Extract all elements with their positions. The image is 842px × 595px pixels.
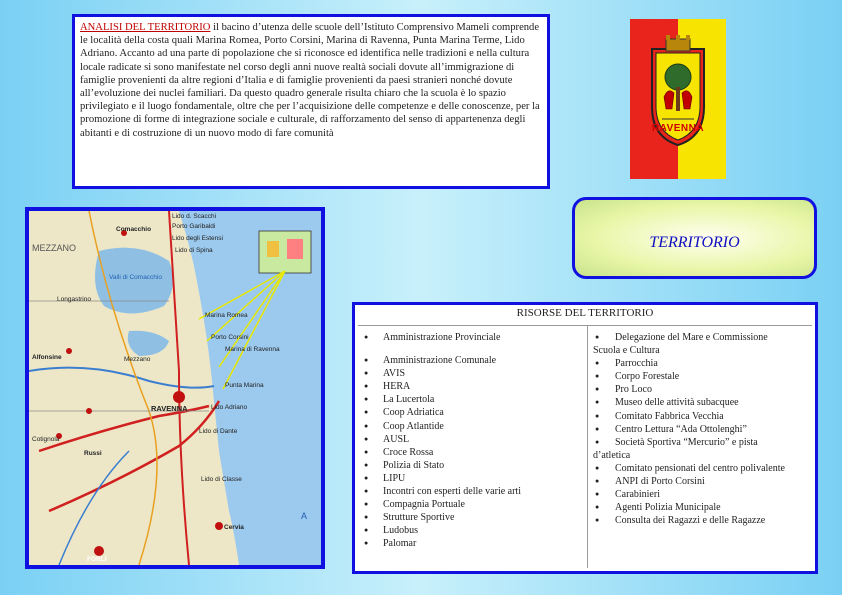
intro-text-box bbox=[72, 14, 550, 189]
list-item: ● ANPI di Porto Corsini bbox=[593, 475, 818, 488]
resources-title: RISORSE DEL TERRITORIO bbox=[516, 307, 654, 319]
map-label-mezzano-town: Mezzano bbox=[124, 356, 151, 363]
list-item: ● La Lucertola bbox=[359, 393, 521, 406]
intro-title: ANALISI DEL TERRITORIO bbox=[80, 22, 211, 33]
table-divider-horizontal bbox=[358, 325, 812, 326]
list-item: ● Comitato Fabbrica Vecchia bbox=[593, 410, 818, 423]
table-divider-vertical bbox=[587, 325, 588, 568]
list-item: ● Coop Atlantide bbox=[359, 420, 521, 433]
list-item: ● AUSL bbox=[359, 433, 521, 446]
list-item: ● Ludobus bbox=[359, 524, 521, 537]
map-label-lido-dante: Lido di Dante bbox=[199, 428, 238, 435]
list-item: ● Palomar bbox=[359, 537, 521, 550]
list-item: ● Coop Adriatica bbox=[359, 406, 521, 419]
list-item: ● Polizia di Stato bbox=[359, 459, 521, 472]
map-illustration bbox=[29, 211, 321, 565]
list-item: ● Carabinieri bbox=[593, 488, 818, 501]
ravenna-town-marker bbox=[173, 391, 185, 403]
intro-paragraph: il bacino d’utenza delle scuole dell’Istituto Comprensivo Mameli comprende le località della costa quali Marina Romea, Porto Corsini, Marina di Ravenna, Punta Marina Terme, Lido Adriano. Accanto ad una parte di popolazione che si riconosce ed identifica nelle tradizioni e nella cultura locale radicate si sono manifestate nel corso degli anni nuove realtà sociali dovute all’immigrazione di famiglie provenienti da altre regioni d’Italia e di famiglie provenienti da paesi stranieri nonché dovute all’evoluzione dei nuclei familiari. Da questo quadro generale risulta chiaro che la scuola è lo spazio privilegiato e il luogo fondamentale, oltre che per l’acquisizione delle competenze e delle conoscenze, per la promozione di forme di integrazione sociale e culturale, di rafforzamento del senso di appartenenza degli abitanti e di costruzione di un nuovo modo di fare comunità bbox=[80, 22, 540, 139]
ravenna-crest-flag bbox=[630, 19, 726, 179]
list-item: ● HERA bbox=[359, 380, 521, 393]
list-item: ● Agenti Polizia Municipale bbox=[593, 501, 818, 514]
map-label-mezzano-area: MEZZANO bbox=[32, 243, 76, 253]
list-item: ● Corpo Forestale bbox=[593, 370, 818, 383]
map-label-porto-corsini: Porto Corsini bbox=[211, 334, 249, 341]
list-item: ● Delegazione del Mare e Commissione bbox=[593, 331, 818, 344]
list-item: ● Consulta dei Ragazzi e delle Ragazze bbox=[593, 514, 818, 527]
map-label-porto-garibaldi: Porto Garibaldi bbox=[172, 223, 216, 230]
map-label-lido-adriano: Lido Adriano bbox=[211, 404, 248, 411]
map-label-cervia: Cervia bbox=[224, 524, 244, 531]
map-label-punta-marina: Punta Marina bbox=[225, 382, 264, 389]
list-item: d’atletica bbox=[593, 449, 631, 461]
map-label-alfonsine: Alfonsine bbox=[32, 354, 62, 361]
list-item: ● Compagnia Portuale bbox=[359, 498, 521, 511]
list-item: ● Parrocchia bbox=[593, 357, 818, 370]
list-item: ● Strutture Sportive bbox=[359, 511, 521, 524]
map-label-marina-ravenna: Marina di Ravenna bbox=[225, 346, 280, 353]
list-item: ● Croce Rossa bbox=[359, 446, 521, 459]
resources-left-list bbox=[359, 331, 521, 551]
map-label-forli: FORLI bbox=[87, 556, 107, 563]
list-item: ● Amministrazione Comunale bbox=[359, 354, 521, 367]
list-item: ● Centro Lettura “Ada Ottolenghi” bbox=[593, 423, 818, 436]
map-label-lido-scacchi: Lido d. Scacchi bbox=[172, 213, 217, 220]
list-item: ● AVIS bbox=[359, 367, 521, 380]
list-item: Scuola e Cultura bbox=[593, 345, 660, 357]
map-label-lido-estensi: Lido degli Estensi bbox=[172, 235, 223, 242]
territory-map bbox=[25, 207, 325, 569]
list-item: ● Società Sportiva “Mercurio” e pista bbox=[593, 436, 818, 449]
map-label-longastrino: Longastrino bbox=[57, 296, 91, 303]
map-label-lido-spina: Lido di Spina bbox=[175, 247, 213, 254]
map-label-comacchio: Comacchio bbox=[116, 226, 152, 233]
map-label-cotignola: Cotignola bbox=[32, 436, 60, 443]
list-item: ● LIPU bbox=[359, 472, 521, 485]
map-label-valli: Valli di Comacchio bbox=[109, 274, 162, 281]
crest-label: RAVENNA bbox=[651, 123, 705, 134]
list-item: ● Amministrazione Provinciale bbox=[359, 331, 521, 344]
list-item: ● Comitato pensionati del centro polivalente bbox=[593, 462, 818, 475]
map-label-russi: Russi bbox=[84, 450, 102, 457]
crest-shield-icon bbox=[630, 19, 726, 179]
map-label-sea: A bbox=[301, 511, 308, 521]
map-label-lido-classe: Lido di Classe bbox=[201, 476, 242, 483]
territorio-label: TERRITORIO bbox=[649, 234, 740, 251]
map-label-ravenna: RAVENNA bbox=[151, 404, 188, 413]
list-item: ● Incontri con esperti delle varie arti bbox=[359, 485, 521, 498]
resources-right-list bbox=[593, 331, 818, 527]
territorio-box bbox=[572, 197, 817, 279]
list-item: ● Pro Loco bbox=[593, 383, 818, 396]
map-label-marina-romea: Marina Romea bbox=[205, 312, 248, 319]
list-item: ● Museo delle attività subacquee bbox=[593, 396, 818, 409]
resources-box bbox=[352, 302, 818, 574]
